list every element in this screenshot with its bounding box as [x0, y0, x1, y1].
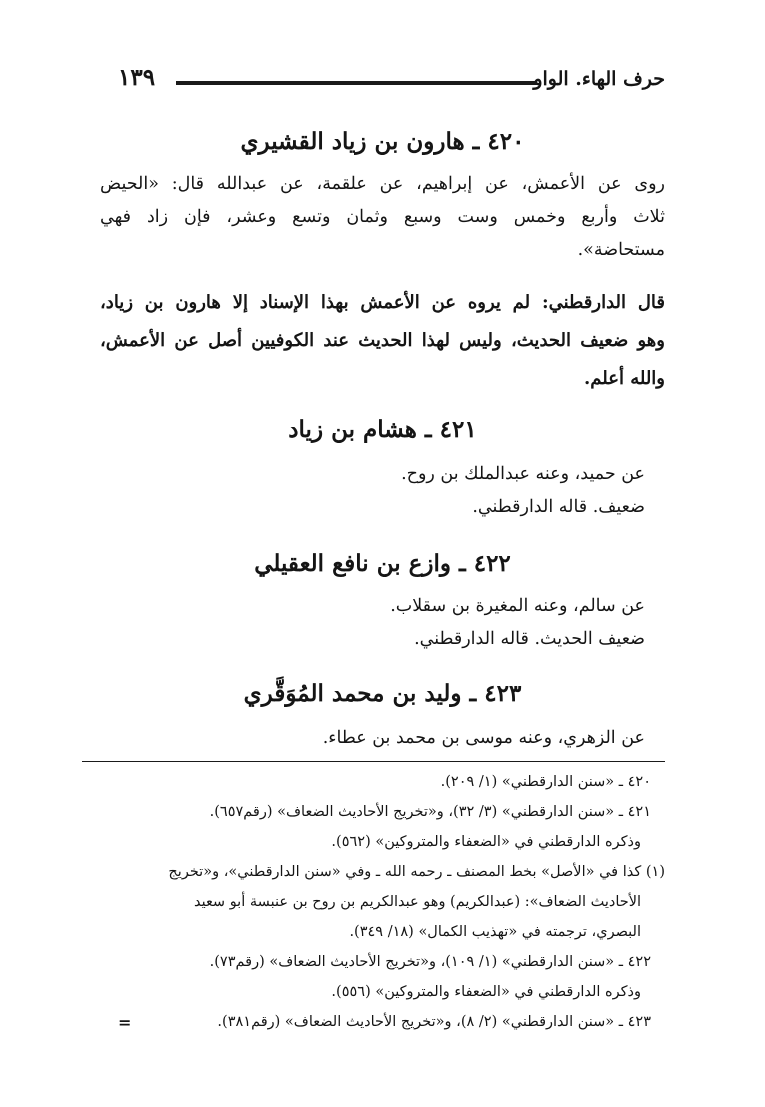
text-line: عن الزهري، وعنه موسى بن محمد بن عطاء.: [322, 728, 645, 748]
entry-title-422: ٤٢٢ ـ وازع بن نافع العقيلي: [254, 550, 511, 577]
footnote-line: وذكره الدارقطني في «الضعفاء والمتروكين» (٥٦٢).: [331, 834, 641, 850]
footnote-line: ٤٢٠ ـ «سنن الدارقطني» (١/ ٢٠٩).: [440, 774, 651, 790]
text-line: عن حميد، وعنه عبدالملك بن روح.: [401, 464, 645, 484]
text-line: ضعيف. قاله الدارقطني.: [472, 497, 645, 517]
footnote-line: ٤٢٢ ـ «سنن الدارقطني» (١/ ١٠٩)، و«تخريج الأحاديث الضعاف» (رقم٧٣).: [209, 954, 651, 970]
entry-title-421: ٤٢١ ـ هشام بن زياد: [288, 416, 477, 443]
text-line: ثلاث وأربع وخمس وست وسبع وثمان وتسع وعشر، فإن زاد فهي: [100, 207, 665, 227]
entry-body-420: [100, 168, 665, 267]
footnotes: [100, 767, 665, 1037]
text-line: وهو ضعيف الحديث، وليس لهذا الحديث عند الكوفيين أصل عن الأعمش،: [100, 330, 665, 351]
footnote-line: الأحاديث الضعاف»: (عبدالكريم) وهو عبدالكريم بن روح بن عنبسة أبو سعيد: [193, 894, 641, 910]
footnote-line: البصري، ترجمته في «تهذيب الكمال» (١٨/ ٣٤٩).: [349, 924, 641, 940]
entry-body-421: [100, 458, 665, 524]
entry-title-423: ٤٢٣ ـ وليد بن محمد المُوَقَّري: [243, 680, 522, 707]
running-title: حرف الهاء. الواو: [533, 68, 665, 90]
entry-body-423: [100, 722, 665, 755]
text-line: عن سالم، وعنه المغيرة بن سقلاب.: [390, 596, 645, 616]
page-number: ١٣٩: [118, 64, 156, 91]
footnote-line: وذكره الدارقطني في «الضعفاء والمتروكين» (٥٥٦).: [331, 984, 641, 1000]
text-line: والله أعلم.: [584, 368, 665, 389]
footnote-line: ٤٢٣ ـ «سنن الدارقطني» (٢/ ٨)، و«تخريج الأحاديث الضعاف» (رقم٣٨١).: [217, 1014, 651, 1030]
footnote-line: ٤٢١ ـ «سنن الدارقطني» (٣/ ٣٢)، و«تخريج الأحاديث الضعاف» (رقم٦٥٧).: [209, 804, 651, 820]
header-rule: [176, 81, 537, 85]
footnote-line: (١) كذا في «الأصل» بخط المصنف ـ رحمه الله ـ وفي «سنن الدارقطني»، و«تخريج: [168, 864, 665, 880]
text-line: ضعيف الحديث. قاله الدارقطني.: [414, 629, 645, 649]
text-line: روى عن الأعمش، عن إبراهيم، عن علقمة، عن عبدالله قال: «الحيض: [100, 174, 665, 194]
text-line: قال الدارقطني: لم يروه عن الأعمش بهذا الإسناد إلا هارون بن زياد،: [100, 292, 665, 313]
entry-title-420: ٤٢٠ ـ هارون بن زياد القشيري: [240, 128, 525, 155]
text-line: مستحاضة».: [577, 240, 665, 260]
entry-comment-420: [100, 284, 665, 398]
entry-body-422: [100, 590, 665, 656]
page-header: [118, 60, 665, 100]
continuation-marker: =: [118, 1013, 132, 1032]
footnote-separator: [82, 761, 665, 762]
